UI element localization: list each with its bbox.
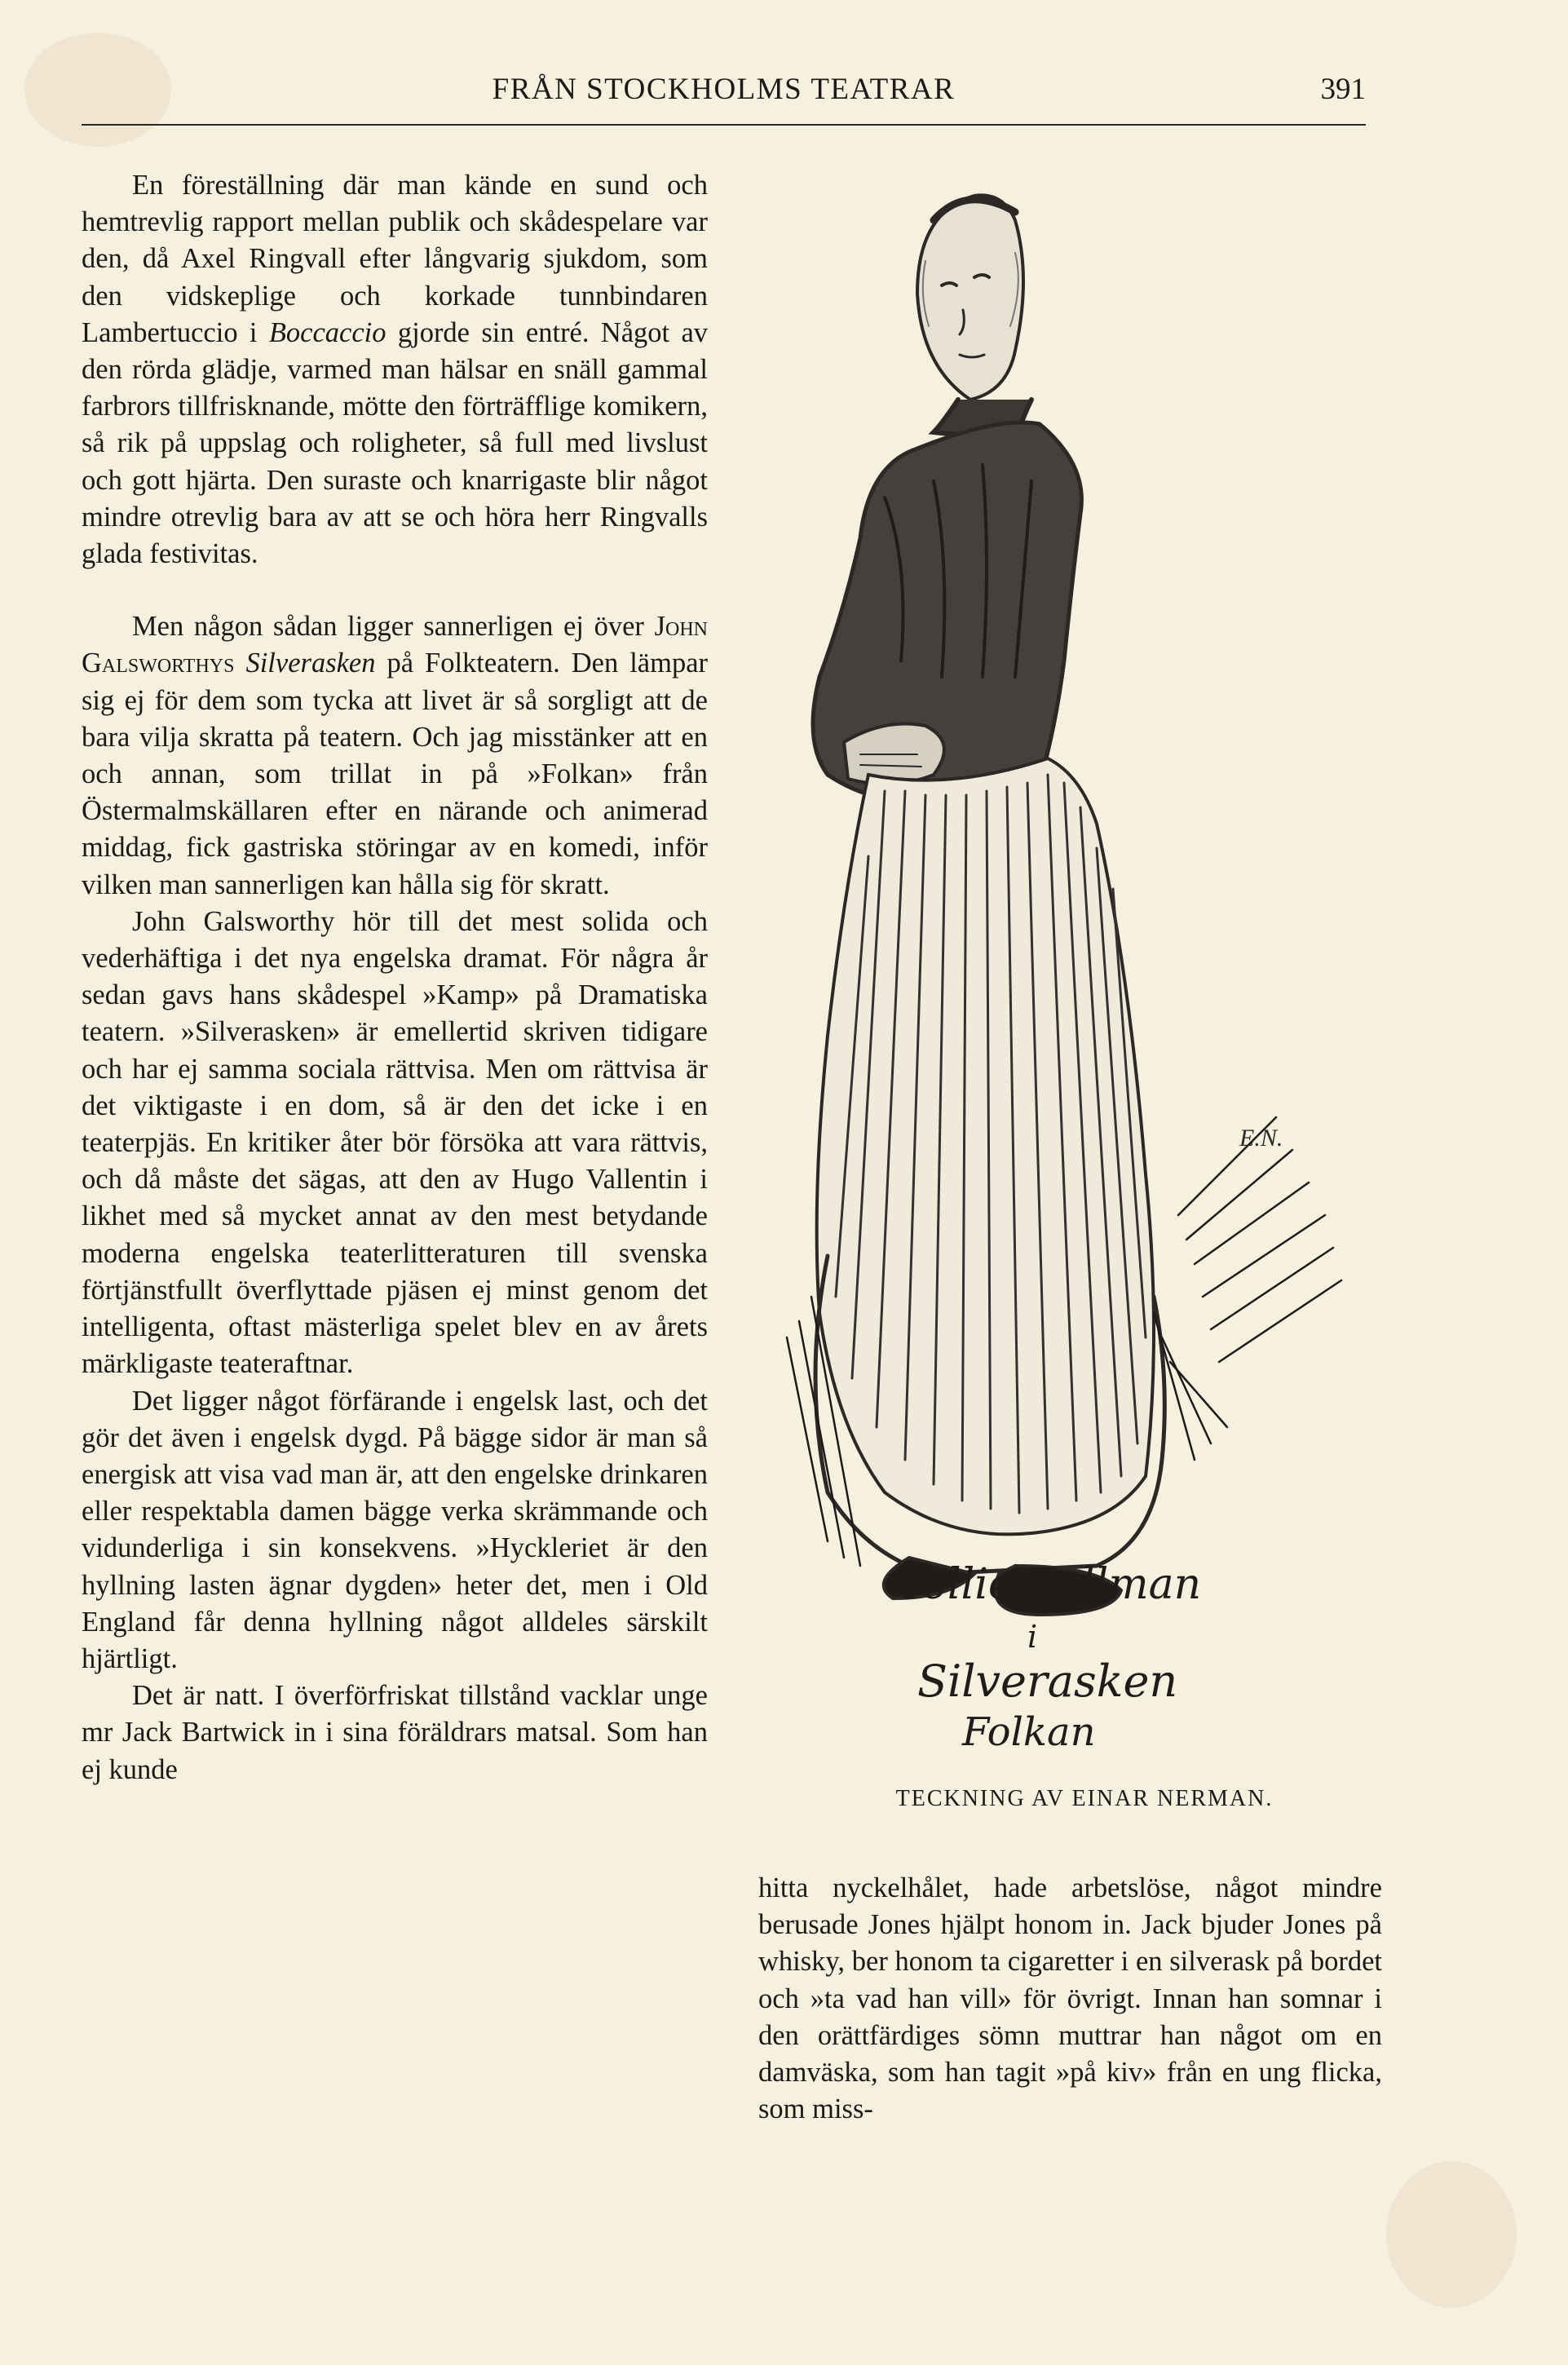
inscription-theatre: Folkan <box>962 1709 1096 1753</box>
play-title-silverasken: Silverasken <box>245 648 376 679</box>
page-header <box>82 72 1366 111</box>
paragraph-galsworthy-intro <box>82 608 708 904</box>
paragraph-galsworthy-drama: John Galsworthy hör till det mest solida och vederhäftiga i det nya engelska dramat. För några år sedan gavs hans skådespel »Kamp» på Dramatiska teatern. »Silverasken» är emellertid skriven tidigare och har ej samma sociala rättvisa. Men om rättvisa är det viktigaste i en dom, så är den det icke i en teaterpjäs. En kritiker åter bör försöka att vara rättvis, och då måste det sägas, att den av Hugo Vallentin i likhet med så mycket annat av den mest betydande moderna engelska teaterlitteraturen till svenska förtjänstfullt överflyttade pjäsen ej minst genom det intelligenta, oftast mästerliga spelet blev en av årets märkligaste teateraftnar. <box>82 905 708 1380</box>
play-title-boccaccio: Boccaccio <box>268 316 386 348</box>
author-name: John Galsworthys <box>82 611 708 679</box>
paragraph-text: Men någon sådan ligger sannerligen ej över <box>132 611 644 643</box>
figure-sketch <box>787 195 1341 1615</box>
pencil-drawing <box>771 155 1398 1753</box>
paragraph-english-vice: Det ligger något förfärande i engelsk last, och det gör det även i engelsk dygd. På bägge sidor är man så energisk att visa vad man är, att den engelske drinkaren eller respektabla damen bägge verka skrämmande och vidunderliga i sin konsekvens. »Hyckleriet är den hyllning lasten ägnar dygden» heter det, men i Old England får denna hyllning något alldeles särskilt hjärtligt. <box>82 1385 708 1674</box>
paragraph-text: gjorde sin entré. Något av den rörda glädje, varmed man hälsar en snäll gammal farbrors tillfrisknande, mötte den förträfflige komikern, så rik på uppslag och roligheter, så full med livslust och gott hjärta. Den suraste och knarrigaste blir något mindre otrevlig bara av att se och höra herr Ringvalls glada festivitas. <box>82 316 709 570</box>
inscription-in: i <box>1027 1619 1038 1655</box>
paragraph-text: på Folkteatern. Den lämpar sig ej för dem som tycka att livet är så sorgligt att de bara vilja skratta på teatern. Och jag misstänker att en och annan, som trillat in på »Folkan» från Östermalmskällaren efter en närande och animerad middag, fick gastriska störingar av en komedi, inför vilken man sannerligen kan hålla sig för skratt. <box>82 648 708 900</box>
paragraph-night-scene: Det är natt. I överförfriskat tillstånd vacklar unge mr Jack Bartwick in i sina föräldrars matsal. Som han ej kunde <box>82 1680 708 1785</box>
drawing-caption: TECKNING AV EINAR NERMAN. <box>895 1786 1274 1811</box>
paragraph-text: En föreställning där man kände en sund och hemtrevlig rapport mellan publik och skådespelare var den, då Axel Ringvall efter långvarig sjukdom, som den vidskeplige och korkade tunnbindaren Lambertuccio i <box>82 170 708 348</box>
inscription-play: Silverasken <box>917 1656 1178 1707</box>
inscription-actress: Tollie Zellman <box>897 1560 1202 1609</box>
handwritten-inscription <box>897 1560 1201 1753</box>
right-text-column <box>758 1870 1382 2128</box>
header-rule <box>82 124 1366 126</box>
running-title: FRÅN STOCKHOLMS TEATRAR <box>492 73 956 106</box>
left-text-column <box>82 167 708 1788</box>
paragraph-ringvall <box>82 167 708 572</box>
paper-stain <box>1386 2161 1517 2308</box>
drawing-svg <box>771 155 1398 1753</box>
paragraph-continued: hitta nyckelhålet, hade arbetslöse, något mindre berusade Jones hjälpt honom in. Jack bjuder Jones på whisky, ber honom ta cigaretter i en silverask på bordet och »ta vad han vill» för övrigt. Innan han somnar i den orättfärdiges sömn muttrar han något om en damväska, som han tagit »på kiv» från en ung flicka, som miss- <box>758 1872 1382 2125</box>
page-number: 391 <box>1320 73 1366 106</box>
artist-initials: E.N. <box>1239 1125 1283 1152</box>
